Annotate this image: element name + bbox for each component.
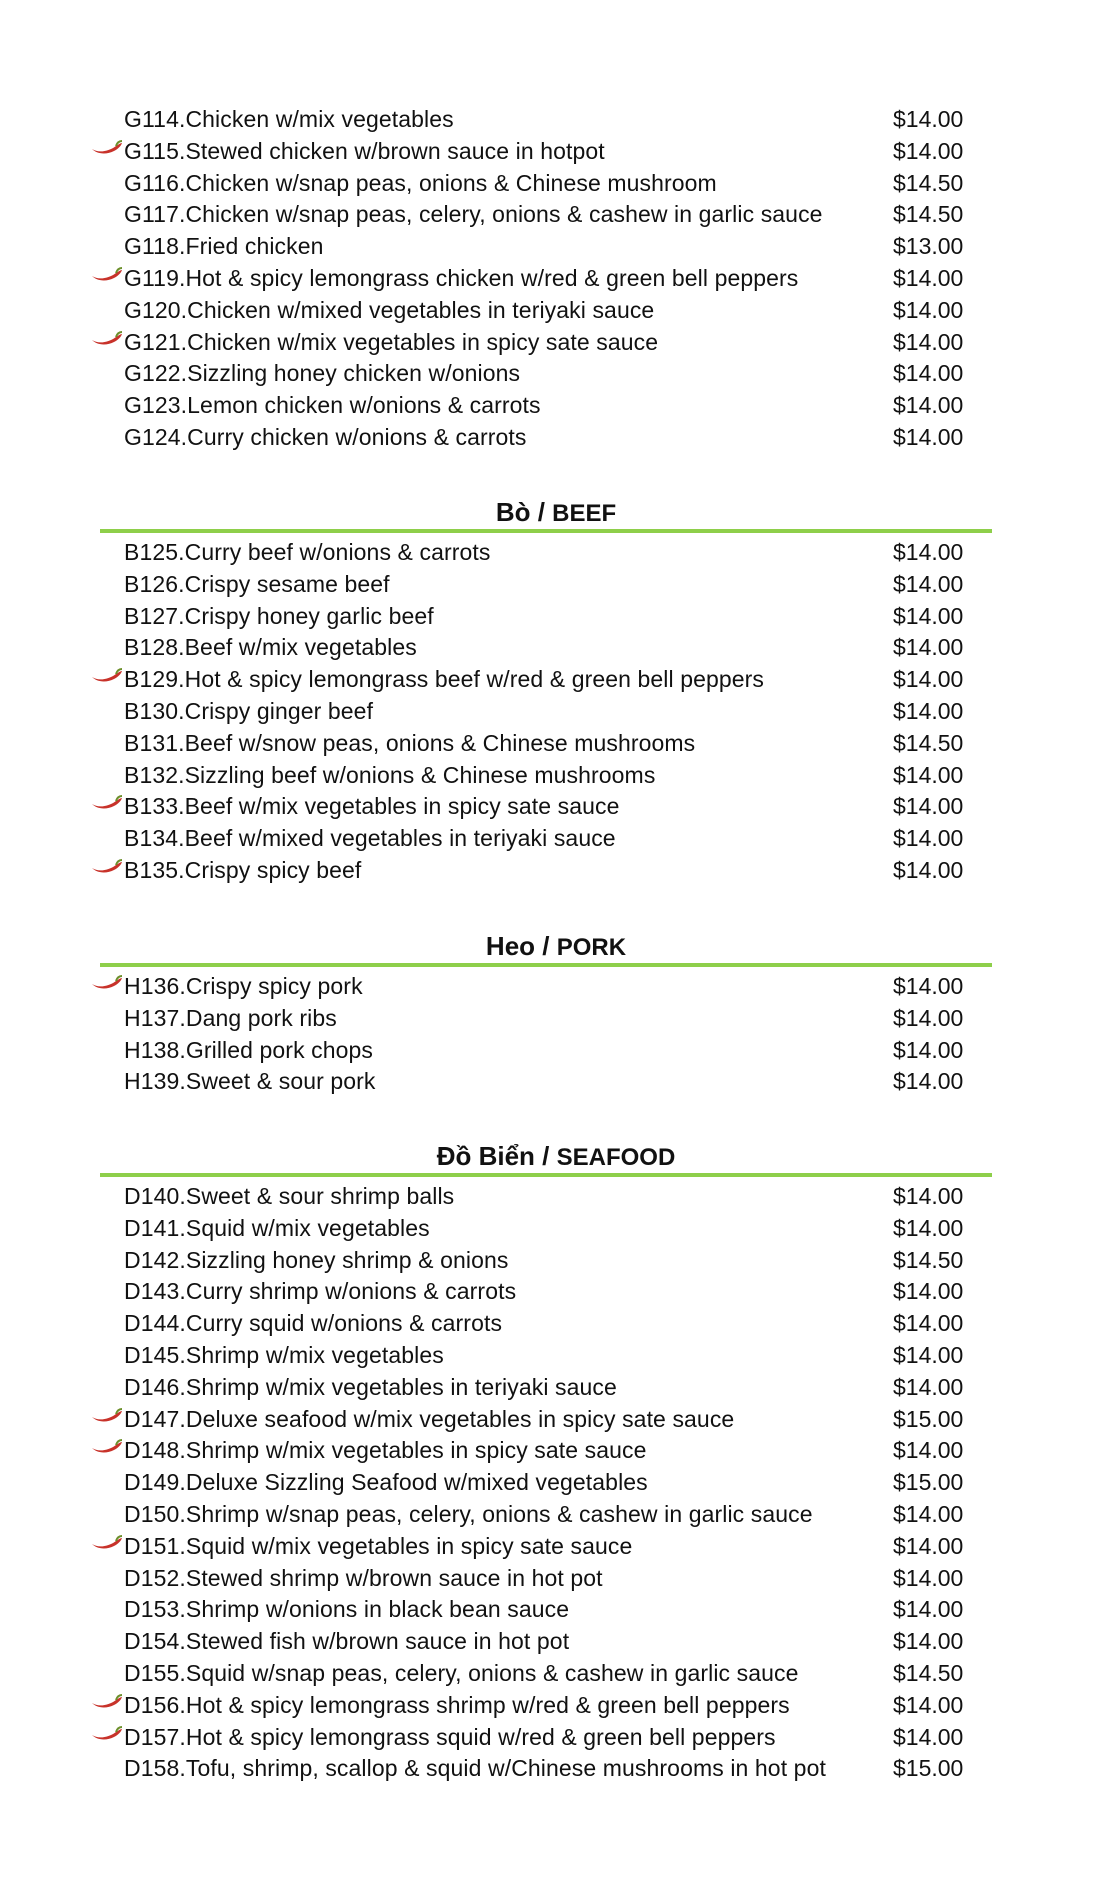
menu-item-price: $15.00 — [893, 1405, 964, 1432]
menu-item-price: $14.00 — [893, 360, 964, 387]
menu-item — [0, 1562, 1100, 1594]
menu-item-price: $14.00 — [893, 296, 964, 323]
menu-item-name: D158.Tofu, shrimp, scallop & squid w/Chinese mushrooms in hot pot — [124, 1755, 826, 1782]
chili-pepper-icon — [90, 328, 124, 346]
menu-item-price: $14.00 — [893, 1036, 964, 1063]
menu-item — [0, 1065, 1100, 1097]
section-heading — [0, 1140, 1100, 1172]
menu-item-name: D154.Stewed fish w/brown sauce in hot pot — [124, 1628, 570, 1655]
menu-item — [0, 663, 1100, 695]
menu-item — [0, 167, 1100, 199]
menu-item — [0, 262, 1100, 294]
chili-pepper-icon — [90, 972, 124, 990]
menu-item — [0, 1275, 1100, 1307]
section-divider — [100, 1173, 992, 1177]
chili-pepper-icon — [90, 1691, 124, 1709]
menu-item-price: $14.00 — [893, 328, 964, 355]
menu-item-price: $14.00 — [893, 1532, 964, 1559]
menu-item-price: $14.00 — [893, 539, 964, 565]
menu-item — [0, 1498, 1100, 1530]
menu-item — [0, 1657, 1100, 1689]
menu-item-name: D151.Squid w/mix vegetables in spicy sate sauce — [124, 1532, 633, 1559]
menu-item-price: $14.00 — [893, 106, 964, 132]
menu-item-name: B130.Crispy ginger beef — [124, 698, 374, 724]
menu-item-name: D149.Deluxe Sizzling Seafood w/mixed vegetables — [124, 1469, 648, 1496]
menu-item — [0, 198, 1100, 230]
menu-item-name: G122.Sizzling honey chicken w/onions — [124, 360, 521, 387]
menu-item — [0, 536, 1100, 568]
menu-item-price: $14.00 — [893, 761, 964, 788]
menu-item — [0, 294, 1100, 326]
section-heading-vietnamese: Heo / — [485, 931, 557, 961]
menu-item-price: $14.00 — [893, 570, 964, 597]
menu-item-name: G119.Hot & spicy lemongrass chicken w/red & green bell peppers — [124, 265, 799, 291]
menu-item-name: G123.Lemon chicken w/onions & carrots — [124, 392, 541, 419]
menu-item — [0, 1721, 1100, 1753]
menu-item — [0, 822, 1100, 854]
chili-pepper-icon — [90, 665, 124, 683]
menu-item-name: G117.Chicken w/snap peas, celery, onions & cashew in garlic sauce — [124, 201, 823, 228]
menu-item-name: D152.Stewed shrimp w/brown sauce in hot pot — [124, 1564, 603, 1591]
menu-item-name: D150.Shrimp w/snap peas, celery, onions & cashew in garlic sauce — [124, 1501, 813, 1527]
chili-pepper-icon — [90, 1405, 124, 1423]
menu-item-price: $14.50 — [893, 1246, 964, 1273]
menu-item-name: B131.Beef w/snow peas, onions & Chinese mushrooms — [124, 729, 696, 756]
menu-item-name: D156.Hot & spicy lemongrass shrimp w/red & green bell peppers — [124, 1691, 790, 1718]
menu-item-price: $14.00 — [893, 1628, 964, 1655]
menu-item-price: $14.00 — [893, 1068, 964, 1095]
menu-item-price: $14.00 — [893, 265, 964, 291]
menu-item-name: G121.Chicken w/mix vegetables in spicy sate sauce — [124, 328, 659, 355]
menu-item — [0, 1403, 1100, 1435]
menu-item-price: $14.00 — [893, 1183, 964, 1209]
menu-item-price: $14.50 — [893, 729, 964, 756]
menu-item-name: B127.Crispy honey garlic beef — [124, 602, 434, 629]
menu-item — [0, 631, 1100, 663]
menu-item-name: D148.Shrimp w/mix vegetables in spicy sate sauce — [124, 1437, 647, 1464]
menu-item-price: $14.00 — [893, 973, 964, 999]
chili-pepper-icon — [90, 264, 124, 282]
menu-item-price: $14.00 — [893, 602, 964, 629]
menu-item — [0, 727, 1100, 759]
menu-item-price: $14.00 — [893, 857, 964, 883]
menu-item — [0, 1593, 1100, 1625]
chili-pepper-icon — [90, 856, 124, 874]
menu-item — [0, 357, 1100, 389]
menu-item — [0, 1530, 1100, 1562]
menu-item-name: B129.Hot & spicy lemongrass beef w/red & green bell peppers — [124, 666, 765, 693]
menu-item-price: $14.00 — [893, 1214, 964, 1241]
menu-item-price: $14.00 — [893, 1373, 964, 1400]
menu-item-price: $14.00 — [893, 1501, 964, 1527]
menu-item-name: B126.Crispy sesame beef — [124, 570, 390, 597]
menu-item — [0, 790, 1100, 822]
chili-pepper-icon — [90, 1436, 124, 1454]
menu-item — [0, 600, 1100, 632]
menu-item-price: $14.00 — [893, 137, 964, 164]
menu-item-price: $15.00 — [893, 1469, 964, 1496]
menu-item-name: H139.Sweet & sour pork — [124, 1068, 376, 1095]
section-divider — [100, 529, 992, 533]
menu-item-name: G124.Curry chicken w/onions & carrots — [124, 424, 527, 450]
menu-item-price: $14.00 — [893, 793, 964, 820]
menu-item — [0, 1244, 1100, 1276]
menu-item — [0, 1034, 1100, 1066]
menu-item-name: H136.Crispy spicy pork — [124, 973, 363, 999]
menu-item-price: $14.00 — [893, 392, 964, 419]
menu-item — [0, 1339, 1100, 1371]
menu-item-name: G116.Chicken w/snap peas, onions & Chinese mushroom — [124, 169, 717, 196]
section-heading-vietnamese: Bò / — [495, 497, 553, 527]
menu-item-name: B132.Sizzling beef w/onions & Chinese mushrooms — [124, 761, 656, 788]
menu-item — [0, 1371, 1100, 1403]
menu-item-name: B128.Beef w/mix vegetables — [124, 634, 417, 661]
menu-item — [0, 389, 1100, 421]
menu-item-price: $14.00 — [893, 424, 964, 450]
menu-item — [0, 1625, 1100, 1657]
section-heading-english: SEAFOOD — [556, 1144, 676, 1171]
menu-item — [0, 421, 1100, 453]
menu-item — [0, 135, 1100, 167]
menu-item — [0, 230, 1100, 262]
menu-item-price: $14.00 — [893, 634, 964, 661]
menu-item-name: D153.Shrimp w/onions in black bean sauce — [124, 1596, 570, 1623]
menu-item-price: $14.00 — [893, 666, 964, 693]
menu-item-price: $14.00 — [893, 1278, 964, 1305]
menu-item — [0, 1180, 1100, 1212]
section-heading-english: BEEF — [552, 500, 617, 527]
menu-item — [0, 1307, 1100, 1339]
section-heading-english: PORK — [556, 934, 627, 961]
menu-item-name: D145.Shrimp w/mix vegetables — [124, 1342, 444, 1368]
menu-item — [0, 1002, 1100, 1034]
menu-item-name: B133.Beef w/mix vegetables in spicy sate sauce — [124, 793, 620, 820]
menu-item-name: B134.Beef w/mixed vegetables in teriyaki sauce — [124, 825, 616, 852]
menu-item-price: $14.00 — [893, 825, 964, 852]
menu-item-price: $14.00 — [893, 1564, 964, 1591]
menu-item-name: G118.Fried chicken — [124, 233, 324, 260]
menu-item-name: D142.Sizzling honey shrimp & onions — [124, 1246, 509, 1273]
section-heading — [0, 496, 1100, 528]
menu-item-price: $14.50 — [893, 201, 964, 228]
menu-item-name: D144.Curry squid w/onions & carrots — [124, 1310, 503, 1337]
menu-item — [0, 1212, 1100, 1244]
menu-item-price: $14.00 — [893, 1437, 964, 1464]
menu-item — [0, 854, 1100, 886]
menu-item-name: G115.Stewed chicken w/brown sauce in hotpot — [124, 137, 605, 164]
menu-item-price: $15.00 — [893, 1755, 964, 1782]
menu-item — [0, 759, 1100, 791]
menu-item — [0, 1689, 1100, 1721]
chili-pepper-icon — [90, 137, 124, 155]
chili-pepper-icon — [90, 1723, 124, 1741]
menu-item-name: G114.Chicken w/mix vegetables — [124, 106, 454, 132]
menu-item-price: $14.50 — [893, 169, 964, 196]
menu-item — [0, 103, 1100, 135]
menu-item-price: $14.00 — [893, 1342, 964, 1368]
menu-item — [0, 1466, 1100, 1498]
menu-item-name: G120.Chicken w/mixed vegetables in teriyaki sauce — [124, 296, 655, 323]
menu-item-name: D155.Squid w/snap peas, celery, onions & cashew in garlic sauce — [124, 1660, 799, 1686]
menu-item-price: $14.00 — [893, 1723, 964, 1750]
menu-item-price: $14.00 — [893, 698, 964, 724]
menu-item-name: H137.Dang pork ribs — [124, 1004, 337, 1031]
menu-item-name: D157.Hot & spicy lemongrass squid w/red & green bell peppers — [124, 1723, 776, 1750]
menu-item-name: D143.Curry shrimp w/onions & carrots — [124, 1278, 517, 1305]
section-heading — [0, 930, 1100, 962]
menu-item-name: D147.Deluxe seafood w/mix vegetables in spicy sate sauce — [124, 1405, 735, 1432]
menu-item — [0, 326, 1100, 358]
section-divider — [100, 963, 992, 967]
menu-item — [0, 1434, 1100, 1466]
menu-item — [0, 695, 1100, 727]
menu-item-price: $14.00 — [893, 1596, 964, 1623]
chili-pepper-icon — [90, 792, 124, 810]
menu-item-name: D146.Shrimp w/mix vegetables in teriyaki sauce — [124, 1373, 617, 1400]
menu-item-name: B135.Crispy spicy beef — [124, 857, 362, 883]
menu-item-name: D140.Sweet & sour shrimp balls — [124, 1183, 455, 1209]
chili-pepper-icon — [90, 1532, 124, 1550]
menu-item — [0, 1752, 1100, 1784]
menu-item-price: $13.00 — [893, 233, 964, 260]
menu-item — [0, 568, 1100, 600]
section-heading-vietnamese: Đồ Biển / — [436, 1141, 557, 1171]
menu-item — [0, 970, 1100, 1002]
menu-item-price: $14.00 — [893, 1691, 964, 1718]
menu-item-name: D141.Squid w/mix vegetables — [124, 1214, 430, 1241]
menu-item-price: $14.00 — [893, 1310, 964, 1337]
menu-item-name: B125.Curry beef w/onions & carrots — [124, 539, 491, 565]
menu-item-name: H138.Grilled pork chops — [124, 1036, 374, 1063]
menu-item-price: $14.50 — [893, 1660, 964, 1686]
menu-item-price: $14.00 — [893, 1004, 964, 1031]
